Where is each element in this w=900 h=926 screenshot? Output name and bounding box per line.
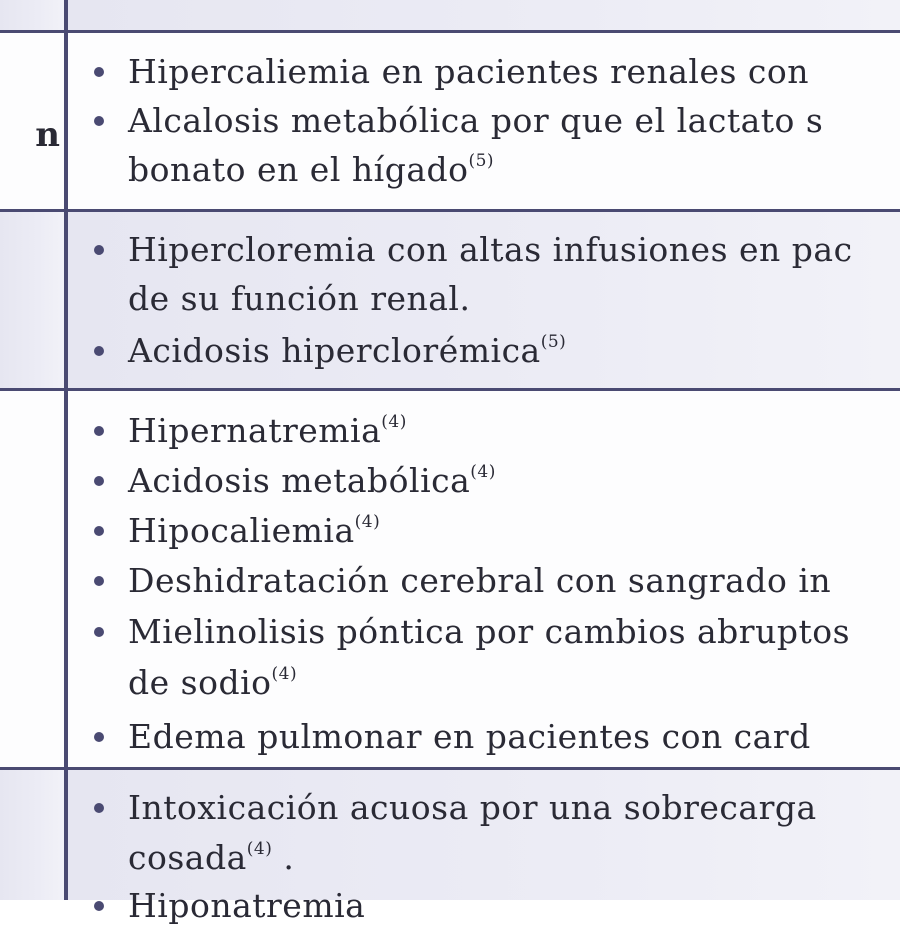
reference-superscript: (5) bbox=[468, 151, 495, 171]
bullet-icon bbox=[94, 116, 104, 126]
item-text-tail: . bbox=[272, 838, 295, 877]
list-item-continuation bbox=[128, 838, 294, 878]
item-text: cosada bbox=[128, 838, 247, 877]
item-text: bonato en el hígado bbox=[128, 150, 469, 189]
item-text: de su función renal. bbox=[128, 279, 471, 318]
item-text: Mielinolisis póntica por cambios abruptos bbox=[128, 612, 851, 651]
bullet-icon bbox=[94, 426, 104, 436]
reference-superscript: (4) bbox=[470, 462, 496, 482]
row-content-cell bbox=[68, 770, 900, 925]
row-divider bbox=[0, 209, 900, 212]
row-label-cell bbox=[0, 770, 64, 900]
bullet-icon bbox=[94, 901, 104, 911]
item-text: Hiponatremia bbox=[128, 886, 366, 925]
bullet-icon bbox=[94, 526, 104, 536]
item-text: Hipercloremia con altas infusiones en pac bbox=[128, 230, 853, 269]
bullet-icon bbox=[94, 627, 104, 637]
item-text: Acidosis hiperclorémica bbox=[128, 331, 541, 370]
table-header-row bbox=[0, 0, 900, 30]
bullet-icon bbox=[94, 576, 104, 586]
bullet-icon bbox=[94, 67, 104, 77]
item-text: Deshidratación cerebral con sangrado in bbox=[128, 561, 832, 600]
header-cell-left bbox=[0, 0, 64, 30]
reference-superscript: (4) bbox=[381, 412, 407, 432]
column-divider bbox=[64, 0, 68, 900]
item-text: Acidosis metabólica bbox=[128, 461, 471, 500]
table-row bbox=[0, 212, 900, 388]
table-row bbox=[0, 770, 900, 925]
table-row bbox=[0, 33, 900, 210]
reference-superscript: (4) bbox=[246, 839, 273, 859]
bullet-icon bbox=[94, 476, 104, 486]
bullet-icon bbox=[94, 732, 104, 742]
list-item-continuation bbox=[128, 279, 470, 319]
row-label-cell bbox=[0, 212, 64, 388]
bullet-icon bbox=[94, 803, 104, 813]
row-label-cell bbox=[0, 33, 64, 210]
list-item-continuation bbox=[128, 663, 297, 703]
row-divider bbox=[0, 767, 900, 770]
item-text: Hipocaliemia bbox=[128, 511, 355, 550]
row-label-cell bbox=[0, 391, 64, 767]
row-content-cell bbox=[68, 212, 900, 388]
row-content-cell bbox=[68, 33, 900, 210]
row-divider bbox=[0, 388, 900, 391]
reference-superscript: (5) bbox=[540, 332, 567, 352]
item-text: Hipercaliemia en pacientes renales con bbox=[128, 52, 810, 91]
item-text: Intoxicación acuosa por una sobrecarga bbox=[128, 788, 817, 827]
bullet-icon bbox=[94, 245, 104, 255]
item-text: Edema pulmonar en pacientes con card bbox=[128, 717, 811, 756]
row-label-fragment: n bbox=[35, 115, 60, 155]
list-item-continuation bbox=[128, 150, 494, 190]
item-text: Alcalosis metabólica por que el lactato s bbox=[128, 101, 824, 140]
item-text: Hipernatremia bbox=[128, 411, 382, 450]
bullet-icon bbox=[94, 346, 104, 356]
row-divider bbox=[0, 30, 900, 33]
row-content-cell bbox=[68, 391, 900, 767]
reference-superscript: (4) bbox=[354, 512, 381, 532]
item-text: de sodio bbox=[128, 663, 272, 702]
table-row bbox=[0, 391, 900, 767]
reference-superscript: (4) bbox=[271, 664, 298, 684]
header-cell-right bbox=[68, 0, 900, 30]
